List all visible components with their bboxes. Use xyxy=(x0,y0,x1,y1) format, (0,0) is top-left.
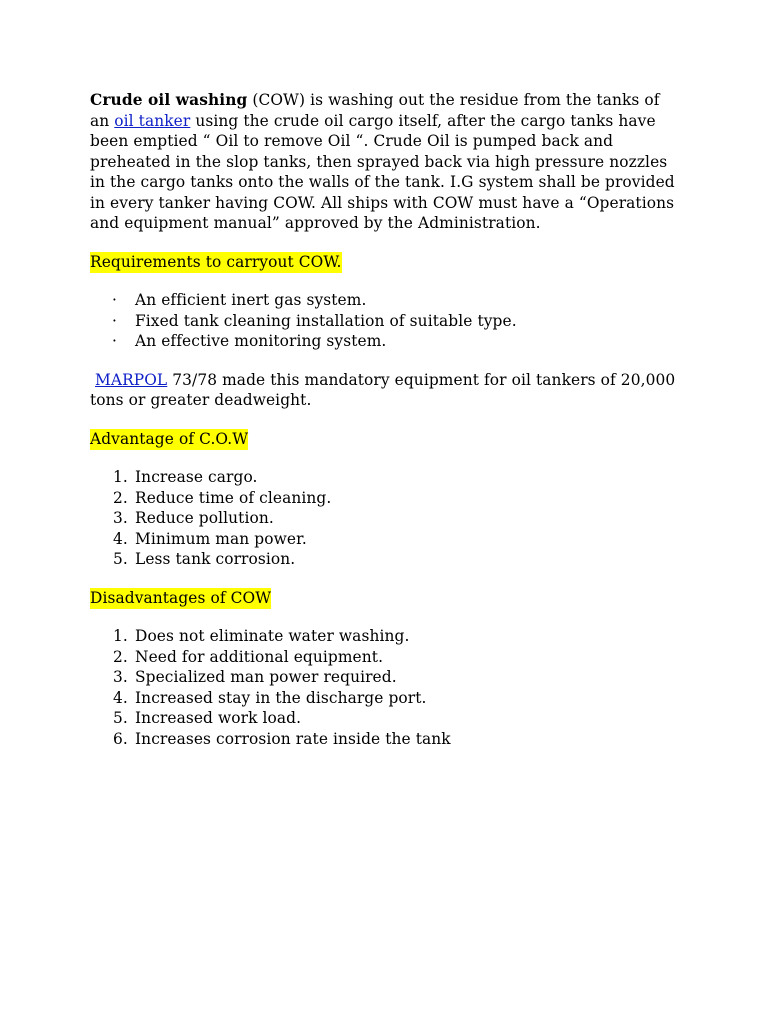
intro-text-before-link: (COW) is washing out the residue from the tanks of an xyxy=(90,91,660,130)
list-item xyxy=(90,729,680,750)
list-item-number: 3. xyxy=(113,509,128,527)
list-item-number: 1. xyxy=(113,468,128,486)
list-item-text: Increase cargo. xyxy=(135,468,258,486)
requirements-heading: Requirements to carryout COW. xyxy=(90,252,342,271)
disadvantages-heading: Disadvantages of COW xyxy=(90,588,272,607)
bullet-icon: · xyxy=(112,332,117,350)
advantages-heading-line xyxy=(90,429,680,450)
list-item-text: Reduce time of cleaning. xyxy=(135,488,332,507)
list-item-number: 5. xyxy=(113,550,128,568)
list-item-number: 3. xyxy=(113,668,128,686)
list-item-number: 4. xyxy=(113,529,128,548)
list-item-text: Minimum man power. xyxy=(135,529,307,548)
bullet-icon: · xyxy=(112,291,117,309)
intro-text-after-link: using the crude oil cargo itself, after the cargo tanks have been emptied “ Oil to remove Oil “. Crude Oil is pumped back and preheated in the slop tanks, then sprayed back via high pressure nozzles in the cargo tanks onto the walls of the tank. I.G system shall be provided in every tanker having COW. All ships with COW must have a “Operations and equipment manual” approved by the Administration. xyxy=(90,111,675,232)
list-item-text: Reduce pollution. xyxy=(135,509,274,527)
list-item-number: 6. xyxy=(113,729,128,748)
list-item xyxy=(90,626,680,647)
list-item-text: Increases corrosion rate inside the tank xyxy=(135,729,451,748)
list-item-number: 2. xyxy=(113,647,128,666)
list-item-text: Less tank corrosion. xyxy=(135,550,296,568)
list-item xyxy=(90,488,680,509)
document-page xyxy=(90,90,680,749)
intro-bold-term: Crude oil washing xyxy=(90,91,248,109)
marpol-link[interactable]: MARPOL xyxy=(95,370,168,389)
marpol-paragraph xyxy=(90,370,680,411)
disadvantages-list xyxy=(90,626,680,749)
list-item xyxy=(90,311,680,332)
intro-paragraph xyxy=(90,90,680,234)
list-item xyxy=(90,549,680,570)
list-item-text: Need for additional equipment. xyxy=(135,647,384,666)
list-item-text: An efficient inert gas system. xyxy=(135,291,367,309)
requirements-heading-line xyxy=(90,252,680,273)
list-item xyxy=(90,331,680,352)
list-item xyxy=(90,667,680,688)
list-item xyxy=(90,688,680,709)
list-item-text: An effective monitoring system. xyxy=(135,332,387,350)
list-item-text: Fixed tank cleaning installation of suitable type. xyxy=(135,311,517,330)
list-item xyxy=(90,647,680,668)
list-item-text: Does not eliminate water washing. xyxy=(135,627,410,645)
list-item xyxy=(90,467,680,488)
bullet-icon: · xyxy=(112,311,117,330)
requirements-list xyxy=(90,290,680,352)
list-item-text: Increased work load. xyxy=(135,709,302,727)
list-item-number: 2. xyxy=(113,488,128,507)
list-item xyxy=(90,290,680,311)
list-item xyxy=(90,508,680,529)
list-item-number: 5. xyxy=(113,709,128,727)
list-item-number: 1. xyxy=(113,627,128,645)
list-item-text: Specialized man power required. xyxy=(135,668,397,686)
marpol-text: 73/78 made this mandatory equipment for oil tankers of 20,000 tons or greater deadweight. xyxy=(90,370,676,409)
list-item xyxy=(90,708,680,729)
list-item xyxy=(90,529,680,550)
advantages-heading: Advantage of C.O.W xyxy=(90,429,249,448)
oil-tanker-link[interactable]: oil tanker xyxy=(114,111,191,130)
advantages-list xyxy=(90,467,680,570)
list-item-number: 4. xyxy=(113,688,128,707)
list-item-text: Increased stay in the discharge port. xyxy=(135,688,427,707)
disadvantages-heading-line xyxy=(90,588,680,609)
